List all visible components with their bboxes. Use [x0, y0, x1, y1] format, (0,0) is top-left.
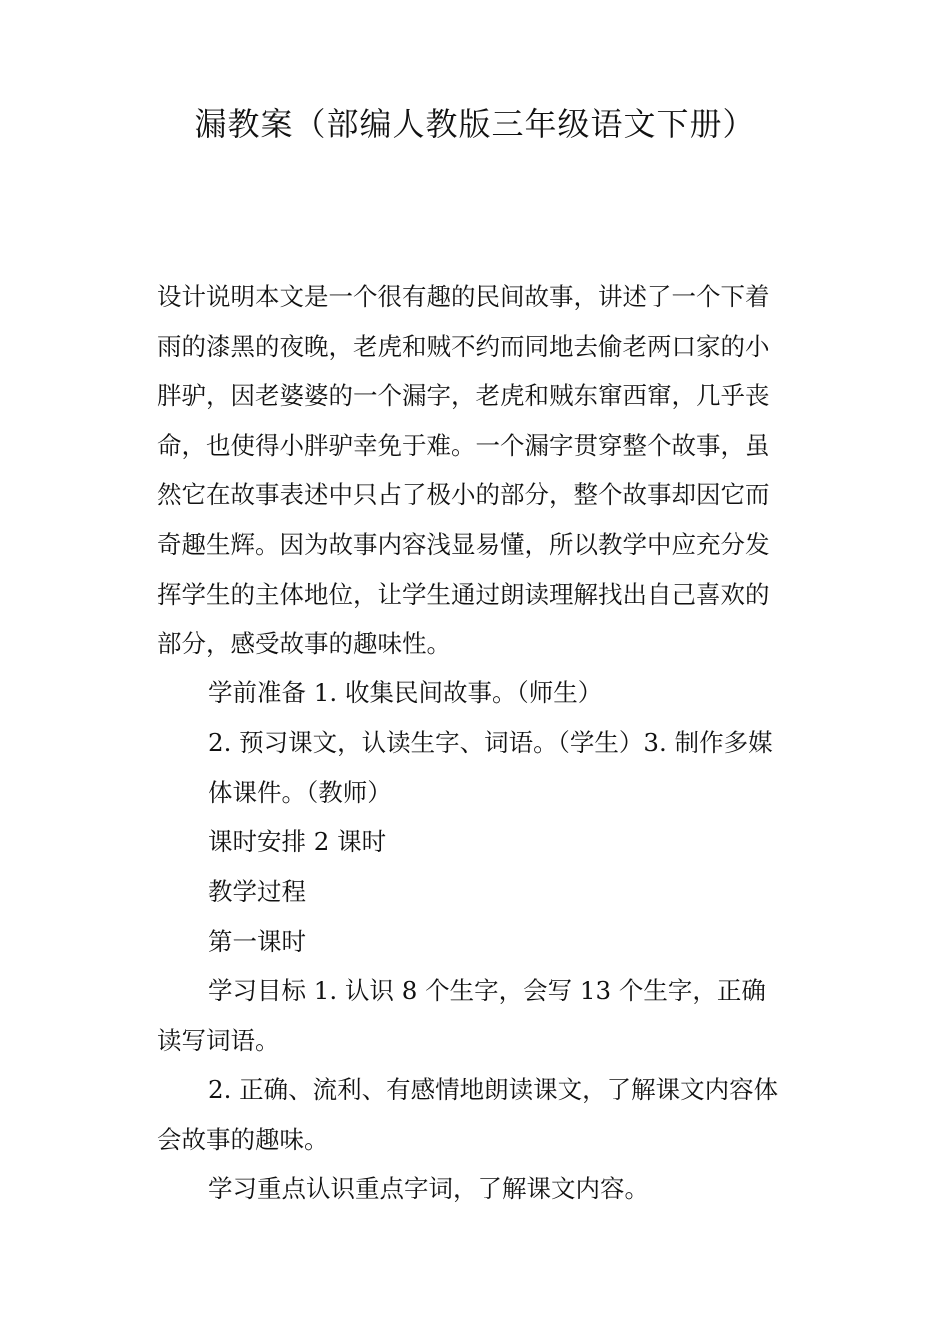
document-title: 漏教案（部编人教版三年级语文下册） — [194, 105, 756, 143]
prep-2-text: 2. 预习课文，认读生字、词语。（学生）3. 制作多媒体课件。（教师） — [208, 728, 773, 807]
focus-paragraph — [157, 1164, 787, 1214]
prep-paragraph-2 — [157, 718, 787, 817]
goal-paragraph-2 — [157, 1065, 787, 1164]
prep-paragraph-1 — [157, 668, 787, 718]
goal-paragraph-1 — [157, 966, 787, 1065]
prep-1-text: 学前准备 1. 收集民间故事。（师生） — [208, 678, 603, 707]
process-text: 教学过程 — [208, 877, 306, 906]
schedule-paragraph — [157, 817, 787, 867]
lesson-one-heading — [157, 917, 787, 967]
design-note-text: 设计说明本文是一个很有趣的民间故事，讲述了一个下着雨的漆黑的夜晚，老虎和贼不约而同地去偷老两口家的小胖驴，因老婆婆的一个漏字，老虎和贼东窜西窜，几乎丧命，也使得小胖驴幸免于难。一个漏字贯穿整个故事，虽然它在故事表述中只占了极小的部分，整个故事却因它而奇趣生辉。因为故事内容浅显易懂，所以教学中应充分发挥学生的主体地位，让学生通过朗读理解找出自己喜欢的部分，感受故事的趣味性。 — [157, 282, 770, 659]
goal-1-text: 学习目标 1. 认识 8 个生字，会写 13 个生字，正确读写词语。 — [157, 976, 766, 1055]
design-note-paragraph — [157, 272, 787, 669]
lesson-one-text: 第一课时 — [208, 927, 306, 956]
focus-text: 学习重点认识重点字词，了解课文内容。 — [208, 1174, 649, 1203]
goal-2-text: 2. 正确、流利、有感情地朗读课文，了解课文内容体会故事的趣味。 — [157, 1075, 779, 1154]
process-heading — [157, 867, 787, 917]
schedule-text: 课时安排 2 课时 — [208, 827, 387, 856]
